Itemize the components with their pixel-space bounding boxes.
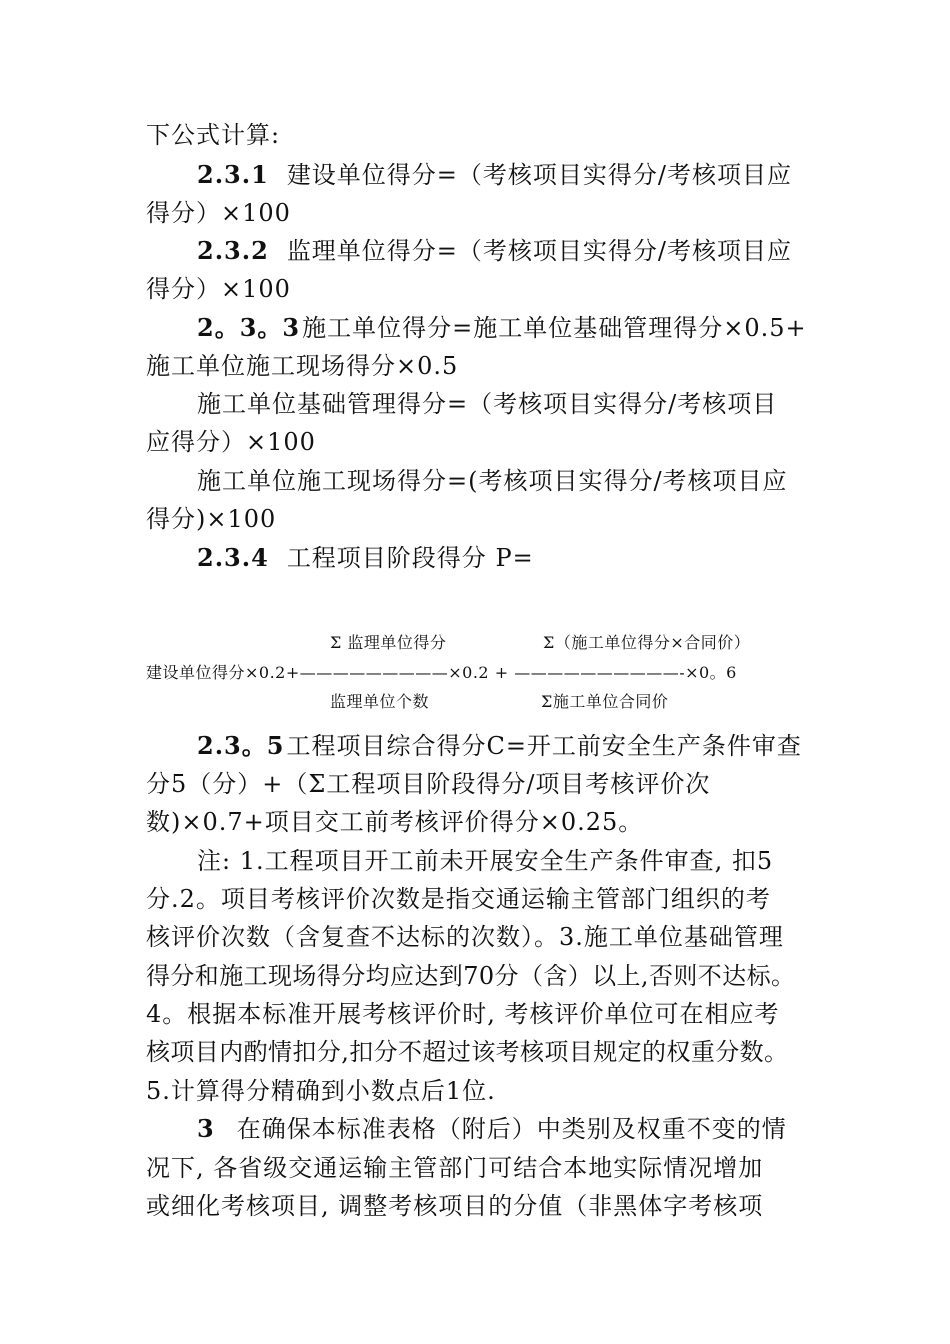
- clause-2-3-2: 2.3.2 监理单位得分=（考核项目实得分/考核项目应: [197, 236, 793, 265]
- formula-numerator-2: Σ（施工单位得分×合同价）: [543, 633, 751, 652]
- clause-number: 2.3。5: [197, 731, 285, 760]
- formula-denominator-1: 监理单位个数: [330, 692, 430, 711]
- text-line: 或细化考核项目, 调整考核项目的分值（非黑体字考核项: [146, 1192, 764, 1220]
- clause-number: 2.3.1: [197, 160, 269, 189]
- text-line: 施工单位施工现场得分=(考核项目实得分/考核项目应: [197, 467, 788, 495]
- clause-number: 2。3。3: [197, 313, 301, 342]
- text-line: 下公式计算:: [146, 121, 281, 149]
- note-line: 分.2。项目考核评价次数是指交通运输主管部门组织的考: [146, 885, 771, 913]
- text-line: 施工单位基础管理得分=（考核项目实得分/考核项目: [197, 390, 778, 418]
- formula-denominator-2: Σ施工单位合同价: [541, 692, 669, 711]
- formula-numerator-1: Σ 监理单位得分: [330, 633, 447, 652]
- section-number: 3: [197, 1114, 215, 1143]
- clause-number: 2.3.2: [197, 236, 269, 265]
- section-3: 3 在确保本标准表格（附后）中类别及权重不变的情: [197, 1114, 787, 1143]
- text-line: 应得分）×100: [146, 428, 316, 456]
- text-line: 得分）×100: [146, 275, 291, 303]
- clause-2-3-3: 2。3。3施工单位得分=施工单位基础管理得分×0.5+: [197, 313, 807, 342]
- text-line: 得分）×100: [146, 199, 291, 227]
- clause-2-3-1: 2.3.1 建设单位得分=（考核项目实得分/考核项目应: [197, 160, 793, 189]
- note-line: 注: 1.工程项目开工前未开展安全生产条件审查, 扣5: [197, 847, 774, 875]
- text-line: 数)×0.7+项目交工前考核评价得分×0.25。: [146, 808, 644, 836]
- clause-2-3-5: 2.3。5工程项目综合得分C=开工前安全生产条件审查: [197, 731, 802, 760]
- note-line: 得分和施工现场得分均应达到70分（含）以上,否则不达标。: [146, 962, 796, 990]
- text-line: 分5（分）+（Σ工程项目阶段得分/项目考核评价次: [146, 770, 711, 798]
- note-line: 核项目内酌情扣分,扣分不超过该考核项目规定的权重分数。: [146, 1038, 789, 1066]
- text-line: 况下, 各省级交通运输主管部门可结合本地实际情况增加: [146, 1154, 764, 1182]
- text-line: 得分)×100: [146, 505, 277, 533]
- formula-main-line: 建设单位得分×0.2+—————————×0.2 + ——————————-×0。6: [146, 663, 737, 682]
- clause-number: 2.3.4: [197, 543, 269, 572]
- text-line: 施工单位施工现场得分×0.5: [146, 352, 459, 380]
- clause-2-3-4: 2.3.4 工程项目阶段得分 P=: [197, 543, 534, 572]
- note-line: 4。根据本标准开展考核评价时, 考核评价单位可在相应考: [146, 1000, 780, 1028]
- note-line: 5.计算得分精确到小数点后1位.: [146, 1077, 496, 1105]
- note-line: 核评价次数（含复查不达标的次数）。3.施工单位基础管理: [146, 923, 784, 951]
